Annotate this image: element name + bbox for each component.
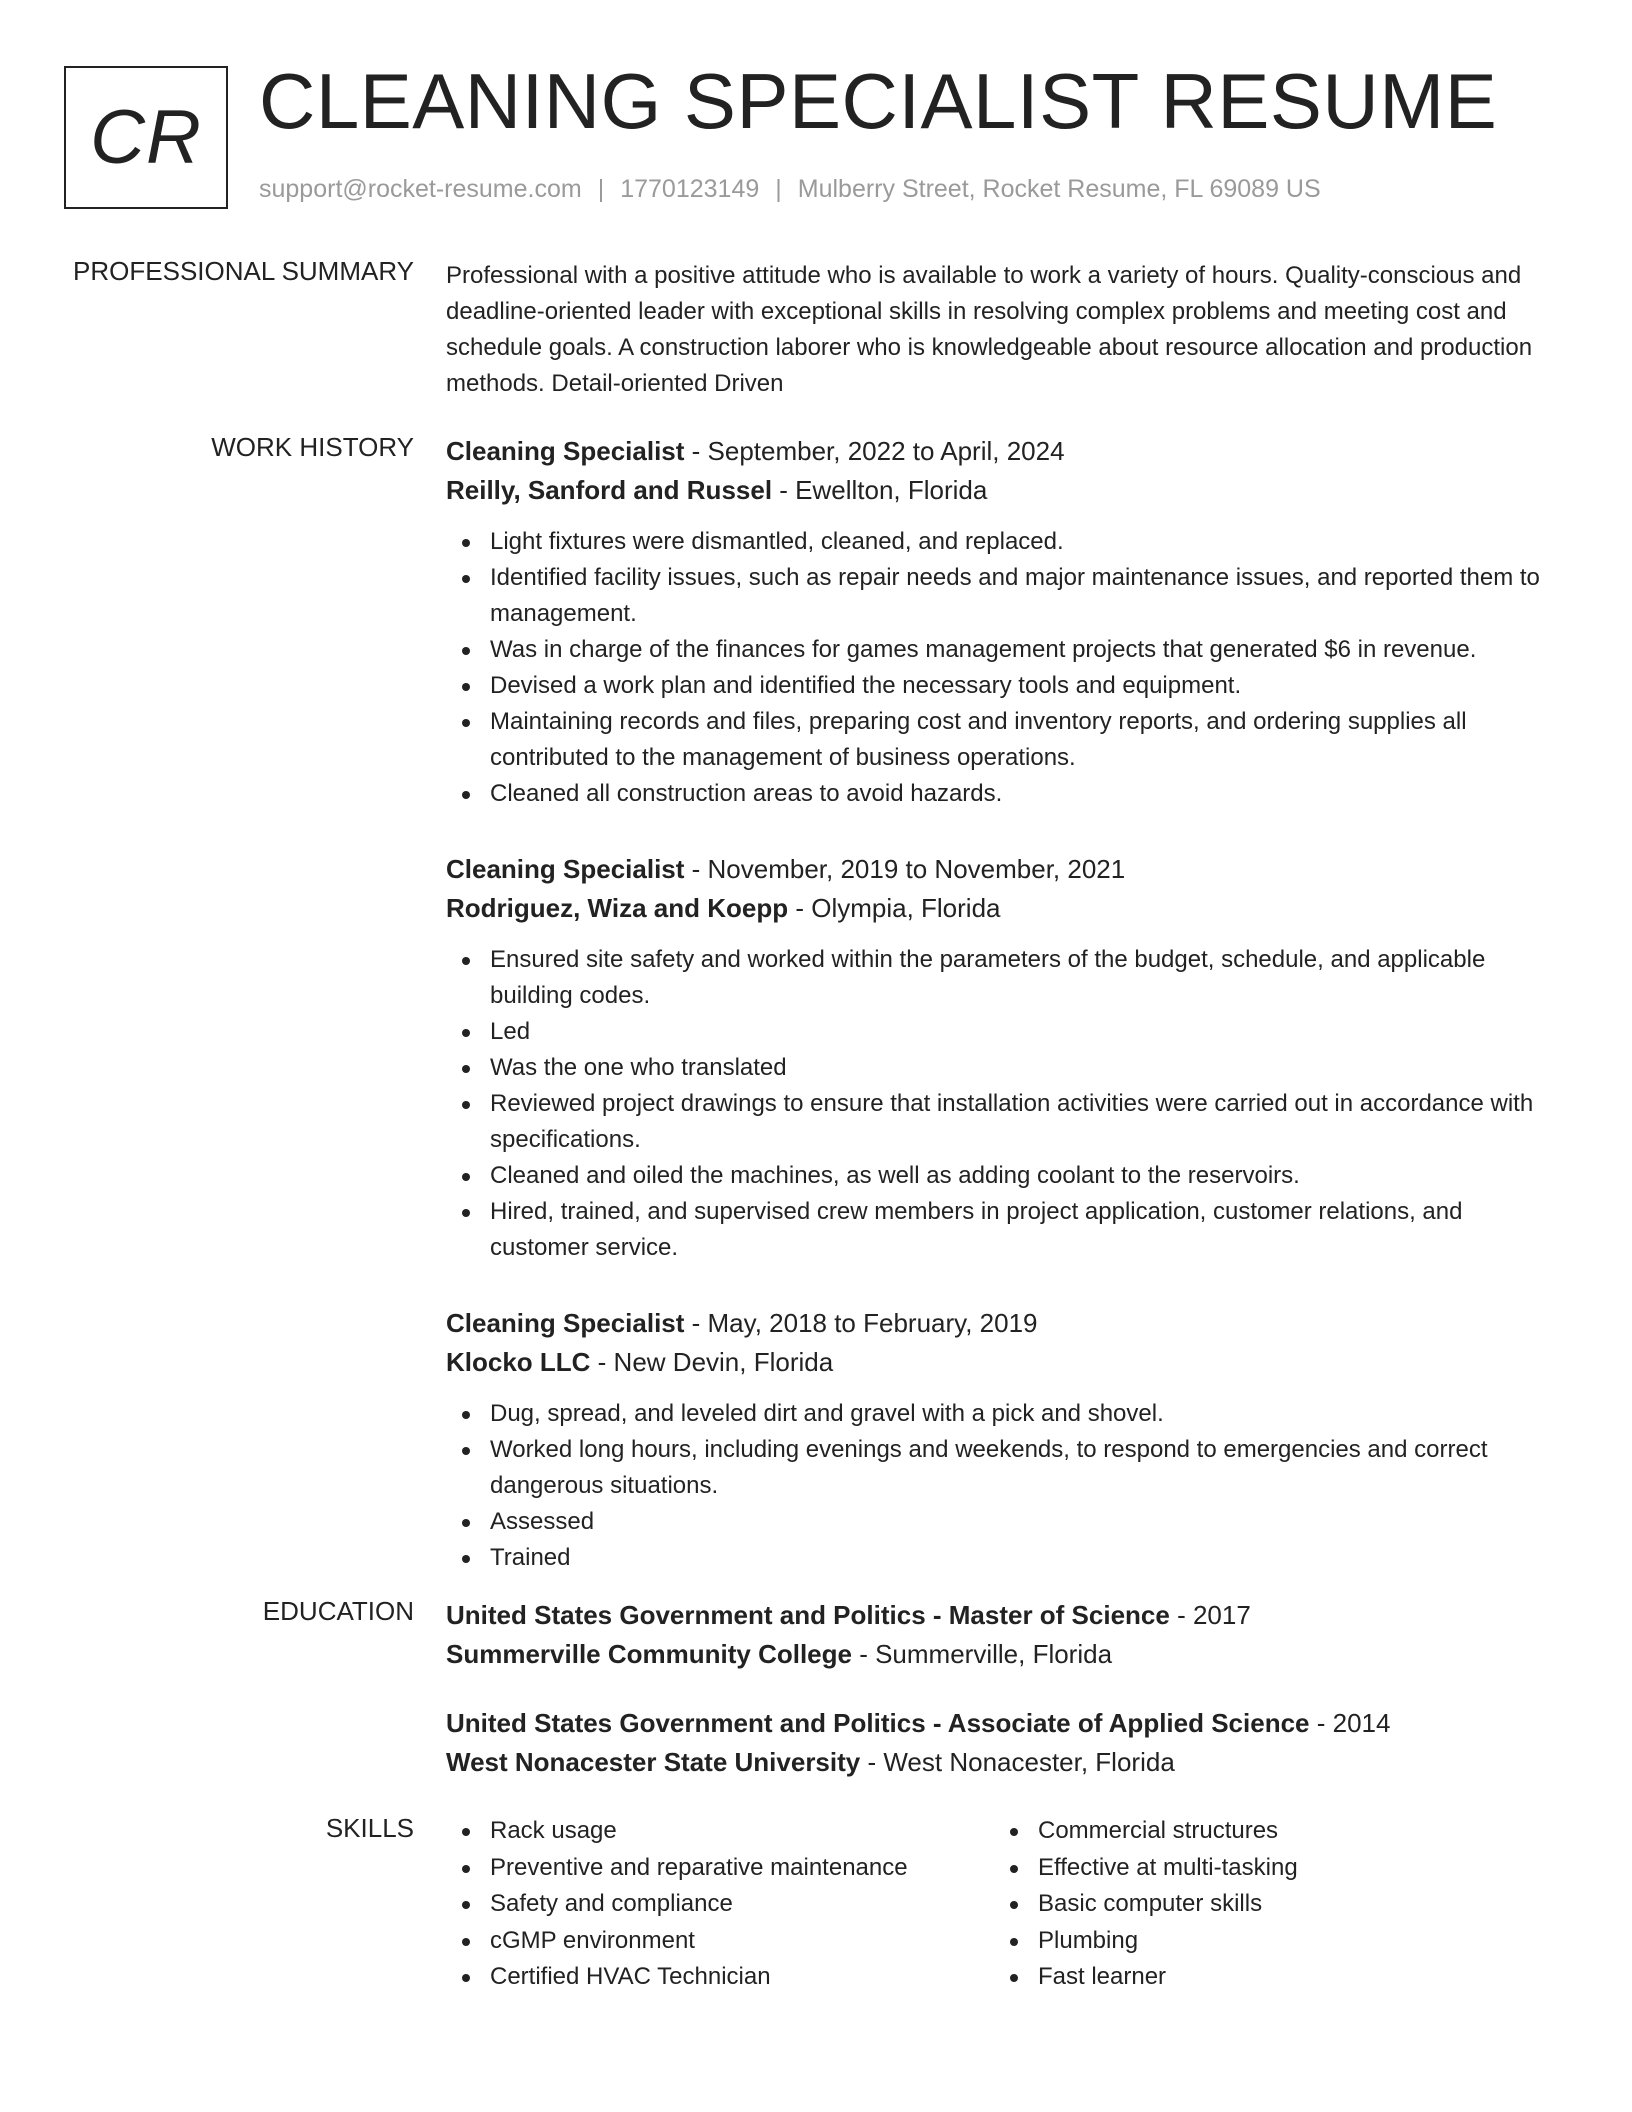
skills-column-left bbox=[446, 1813, 994, 1996]
education-school-line bbox=[446, 1635, 1566, 1674]
education-location: - West Nonacester, Florida bbox=[860, 1747, 1175, 1777]
job-company-line bbox=[446, 1343, 1566, 1382]
contact-phone[interactable]: 1770123149 bbox=[620, 175, 760, 203]
job-entry bbox=[446, 432, 1566, 812]
job-dates: - November, 2019 to November, 2021 bbox=[684, 854, 1126, 884]
education-school: Summerville Community College bbox=[446, 1639, 852, 1669]
section-label-work-history: WORK HISTORY bbox=[211, 432, 414, 462]
education-entry bbox=[446, 1596, 1566, 1674]
skills-column-right bbox=[994, 1813, 1542, 1996]
education-degree-line bbox=[446, 1596, 1566, 1635]
skills-body bbox=[446, 1813, 1566, 1996]
job-location: - New Devin, Florida bbox=[590, 1347, 834, 1377]
job-title-line bbox=[446, 1304, 1566, 1343]
job-bullet: Was in charge of the finances for games management projects that generated $6 in revenue. bbox=[446, 632, 1566, 668]
section-label-education: EDUCATION bbox=[262, 1596, 414, 1626]
job-bullet: Hired, trained, and supervised crew members in project application, customer relations, and customer service. bbox=[446, 1194, 1566, 1266]
job-bullet: Cleaned and oiled the machines, as well as adding coolant to the reservoirs. bbox=[446, 1158, 1566, 1194]
job-bullet: Worked long hours, including evenings and weekends, to respond to emergencies and correct dangerous situations. bbox=[446, 1432, 1566, 1504]
job-bullet: Reviewed project drawings to ensure that installation activities were carried out in accordance with specifications. bbox=[446, 1086, 1566, 1158]
job-company: Reilly, Sanford and Russel bbox=[446, 475, 773, 505]
job-title-line bbox=[446, 432, 1566, 471]
skill-item: cGMP environment bbox=[446, 1923, 994, 1960]
education-school-line bbox=[446, 1743, 1566, 1782]
job-bullets bbox=[446, 1396, 1566, 1576]
job-dates: - May, 2018 to February, 2019 bbox=[684, 1308, 1038, 1338]
page-title: CLEANING SPECIALIST RESUME bbox=[259, 57, 1498, 145]
education-year: - 2017 bbox=[1169, 1600, 1251, 1630]
skill-item: Preventive and reparative maintenance bbox=[446, 1850, 994, 1887]
section-label-summary: PROFESSIONAL SUMMARY bbox=[73, 256, 414, 286]
job-bullet: Ensured site safety and worked within the parameters of the budget, schedule, and applicable building codes. bbox=[446, 942, 1566, 1014]
skill-item: Commercial structures bbox=[994, 1813, 1542, 1850]
job-title: Cleaning Specialist bbox=[446, 854, 685, 884]
job-bullet: Devised a work plan and identified the necessary tools and equipment. bbox=[446, 668, 1566, 704]
section-label-skills: SKILLS bbox=[325, 1813, 414, 1843]
job-location: - Olympia, Florida bbox=[788, 893, 1001, 923]
job-entry bbox=[446, 850, 1566, 1266]
job-bullets bbox=[446, 942, 1566, 1266]
education-body bbox=[446, 1596, 1566, 1812]
education-school: West Nonacester State University bbox=[446, 1747, 861, 1777]
summary-text: Professional with a positive attitude who is available to work a variety of hours. Quality-conscious and deadline-oriented leader with exceptional skills in resolving complex problems and meeting cost and schedule goals. A construction laborer who is knowledgeable about resource allocation and production methods. Detail-oriented Driven bbox=[446, 262, 1533, 397]
education-degree: United States Government and Politics - Master of Science bbox=[446, 1600, 1170, 1630]
job-title-line bbox=[446, 850, 1566, 889]
contact-separator: | bbox=[775, 175, 782, 203]
contact-line bbox=[259, 175, 1321, 204]
contact-address: Mulberry Street, Rocket Resume, FL 69089 US bbox=[797, 175, 1321, 203]
job-bullet: Dug, spread, and leveled dirt and gravel with a pick and shovel. bbox=[446, 1396, 1566, 1432]
skill-item: Safety and compliance bbox=[446, 1886, 994, 1923]
contact-email[interactable]: support@rocket-resume.com bbox=[259, 175, 582, 203]
education-year: - 2014 bbox=[1309, 1708, 1391, 1738]
job-dates: - September, 2022 to April, 2024 bbox=[684, 436, 1065, 466]
education-degree: United States Government and Politics - Associate of Applied Science bbox=[446, 1708, 1310, 1738]
job-company: Klocko LLC bbox=[446, 1347, 591, 1377]
job-company-line bbox=[446, 889, 1566, 928]
skill-item: Effective at multi-tasking bbox=[994, 1850, 1542, 1887]
skill-item: Plumbing bbox=[994, 1923, 1542, 1960]
education-degree-line bbox=[446, 1704, 1566, 1743]
monogram-logo: CR bbox=[64, 66, 228, 209]
contact-separator: | bbox=[597, 175, 605, 203]
job-bullet: Maintaining records and files, preparing cost and inventory reports, and ordering supplies all contributed to the management of business operations. bbox=[446, 704, 1566, 776]
job-company-line bbox=[446, 471, 1566, 510]
job-title: Cleaning Specialist bbox=[446, 1308, 685, 1338]
skill-item: Basic computer skills bbox=[994, 1886, 1542, 1923]
education-entry bbox=[446, 1704, 1566, 1782]
skill-item: Fast learner bbox=[994, 1959, 1542, 1996]
job-bullet: Assessed bbox=[446, 1504, 1566, 1540]
education-location: - Summerville, Florida bbox=[851, 1639, 1113, 1669]
job-bullet: Trained bbox=[446, 1540, 1566, 1576]
job-bullet: Was the one who translated bbox=[446, 1050, 1566, 1086]
job-bullet: Led bbox=[446, 1014, 1566, 1050]
skills-grid bbox=[446, 1813, 1566, 1996]
job-company: Rodriguez, Wiza and Koepp bbox=[446, 893, 789, 923]
skill-item: Rack usage bbox=[446, 1813, 994, 1850]
job-bullets bbox=[446, 524, 1566, 812]
summary-body bbox=[446, 258, 1566, 402]
work-history-body bbox=[446, 432, 1566, 1614]
job-bullet: Identified facility issues, such as repair needs and major maintenance issues, and reported them to management. bbox=[446, 560, 1566, 632]
job-bullet: Light fixtures were dismantled, cleaned, and replaced. bbox=[446, 524, 1566, 560]
skill-item: Certified HVAC Technician bbox=[446, 1959, 994, 1996]
job-title: Cleaning Specialist bbox=[446, 436, 685, 466]
job-entry bbox=[446, 1304, 1566, 1576]
job-bullet: Cleaned all construction areas to avoid hazards. bbox=[446, 776, 1566, 812]
job-location: - Ewellton, Florida bbox=[772, 475, 988, 505]
